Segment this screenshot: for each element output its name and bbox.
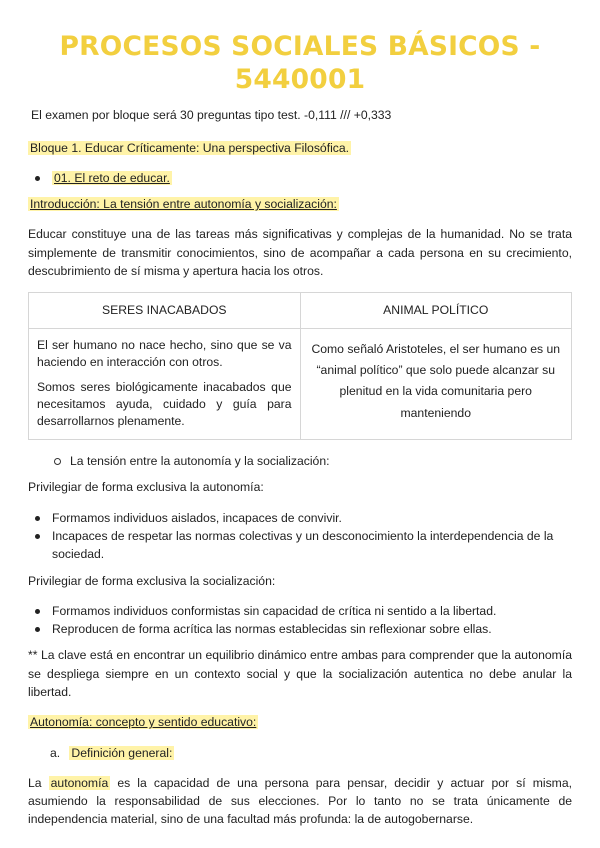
- key-paragraph: ** La clave está en encontrar un equilibrio dinámico entre ambas para comprender que la autonomía se despliega siempre en un contexto social y que la socialización autentica no debe anular la libertad.: [28, 648, 572, 699]
- autonomy-label: Privilegiar de forma exclusiva la autonomía:: [28, 480, 264, 495]
- table-cell-seres: [29, 328, 301, 439]
- exam-note: El examen por bloque será 30 preguntas tipo test. -0,111 /// +0,333: [31, 108, 392, 123]
- definition-paragraph: [28, 774, 572, 829]
- intro-heading-text: Introducción: La tensión entre autonomía y socialización:: [30, 197, 337, 212]
- seres-paragraph-2: Somos seres biológicamente inacabados que necesitamos ayuda, cuidado y guía para desarrollarnos plenamente.: [37, 379, 292, 428]
- list-item: Incapaces de respetar las normas colectivas y un desconocimiento la interdependencia de la sociedad.: [28, 527, 572, 564]
- definition-marker: a.: [50, 745, 61, 760]
- definition-item: [28, 744, 572, 762]
- table-cell-animal: Como señaló Aristoteles, el ser humano es un “animal político” que solo puede alcanzar su plenitud en la vida comunitaria pero manteniendo: [300, 328, 572, 439]
- table-row: [29, 328, 572, 439]
- topic-list: [28, 169, 572, 187]
- list-item: [28, 169, 572, 187]
- autonomy-heading: [28, 713, 572, 731]
- list-item: La tensión entre la autonomía y la socialización:: [28, 452, 572, 470]
- autonomy-heading-text: Autonomía: concepto y sentido educativo:: [30, 715, 257, 730]
- social-list: [28, 602, 572, 639]
- autonomy-highlight: autonomía: [50, 775, 109, 790]
- definition-label: Definición general:: [71, 745, 173, 760]
- table-header-animal: ANIMAL POLÍTICO: [300, 293, 572, 328]
- comparison-table: [28, 292, 572, 440]
- definition-rest: es la capacidad de una persona para pensar, decidir y actuar por sí misma, asumiendo la responsabilidad de sus elecciones. Por lo tanto no se trata únicamente de independencia material, sino de una facultad más profunda: la de autogobernarse.: [28, 775, 572, 827]
- list-item: Formamos individuos conformistas sin capacidad de crítica ni sentido a la libertad.: [28, 602, 572, 620]
- autonomy-list: [28, 509, 572, 564]
- intro-heading: [28, 195, 572, 213]
- table-header-row: [29, 293, 572, 328]
- topic-link[interactable]: 01. El reto de educar.: [54, 170, 170, 185]
- document-title: PROCESOS SOCIALES BÁSICOS - 5440001: [59, 31, 541, 96]
- tension-sub-list: [28, 452, 572, 470]
- block-heading-text: Bloque 1. Educar Críticamente: Una perspectiva Filosófica.: [30, 140, 350, 155]
- table-header-seres: SERES INACABADOS: [29, 293, 301, 328]
- social-label: Privilegiar de forma exclusiva la socialización:: [28, 573, 276, 588]
- block-heading: [28, 139, 572, 157]
- seres-paragraph-1: El ser humano no nace hecho, sino que se va haciendo en interacción con otros.: [37, 337, 292, 369]
- list-item: Reproducen de forma acrítica las normas establecidas sin reflexionar sobre ellas.: [28, 620, 572, 638]
- definition-start: La: [28, 775, 42, 790]
- list-item: Formamos individuos aislados, incapaces de convivir.: [28, 509, 572, 527]
- intro-paragraph: Educar constituye una de las tareas más significativas y complejas de la humanidad. No se trata simplemente de transmitir conocimientos, sino de acompañar a cada persona en su crecimiento, descubrimiento de sí misma y apertura hacia los otros.: [28, 227, 572, 279]
